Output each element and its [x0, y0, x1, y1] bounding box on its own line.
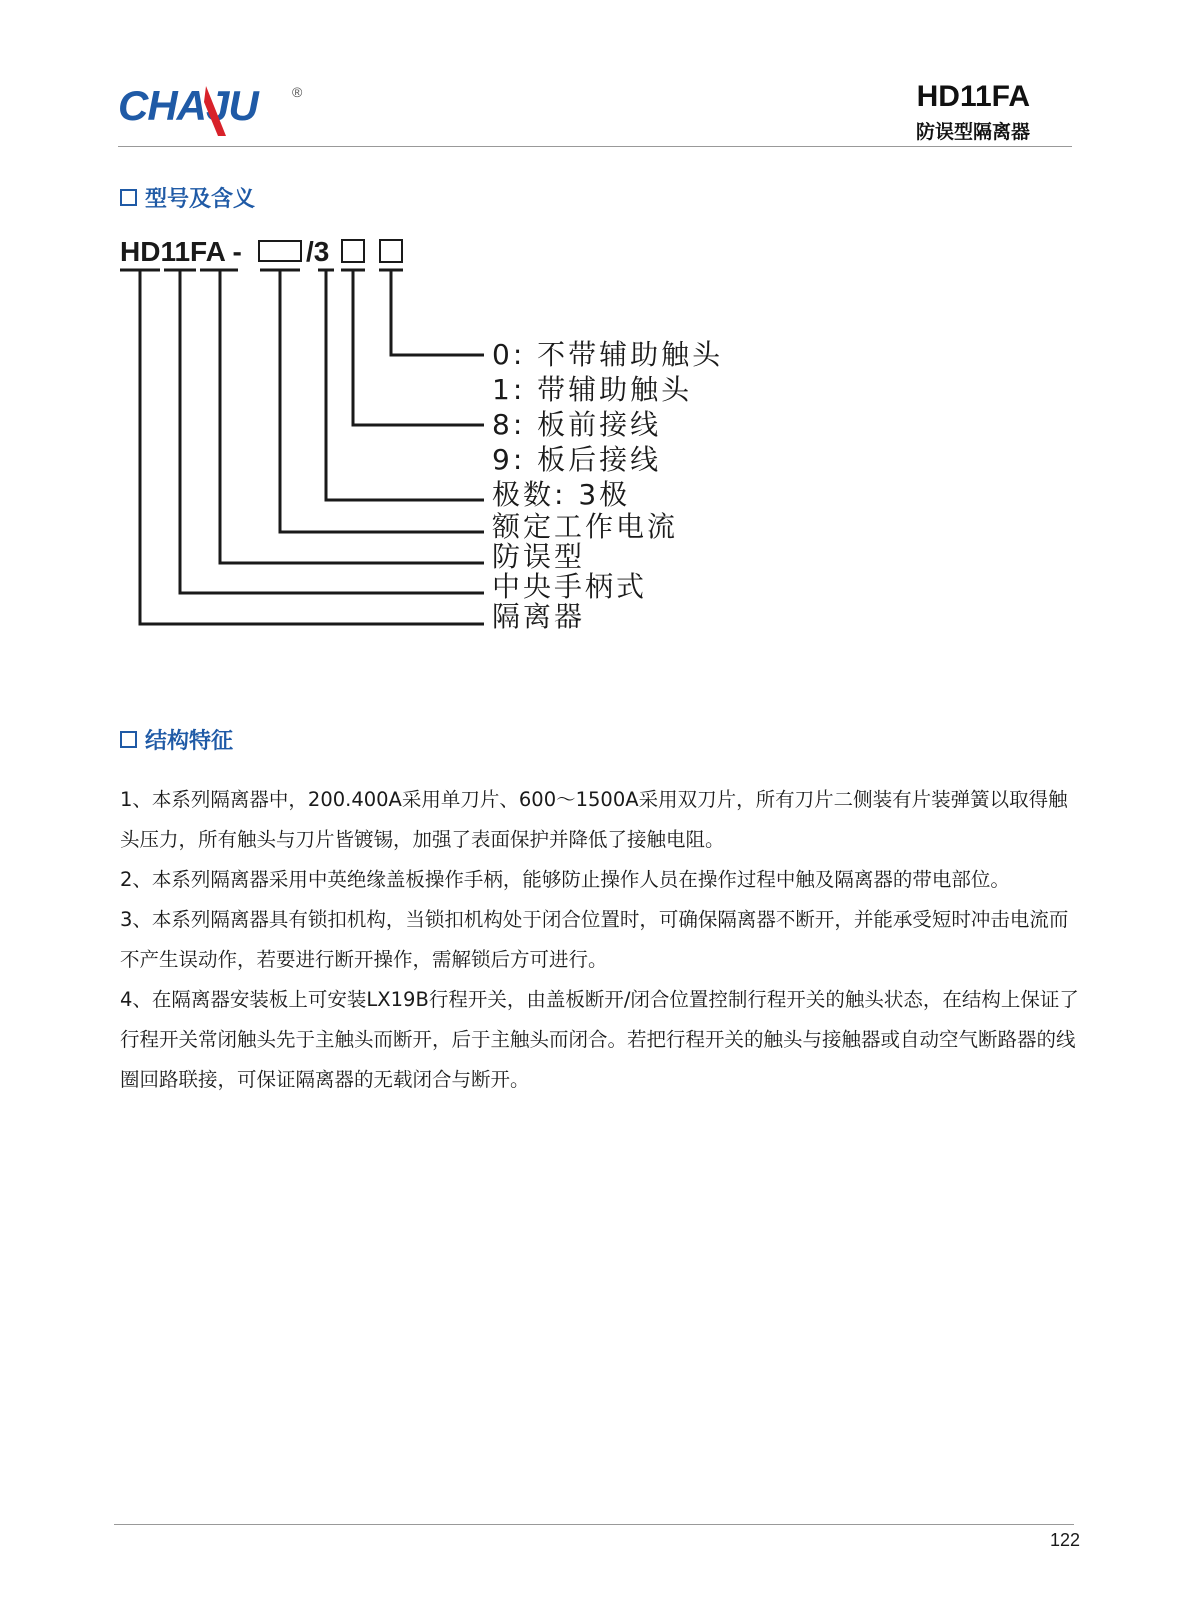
feature-paragraph: 1、本系列隔离器中，200.400A采用单刀片、600～1500A采用双刀片，所有刀片二侧装有片装弹簧以取得触头压力，所有触头与刀片皆镀锡，加强了表面保护并降低了接触电阻。 [120, 788, 1068, 851]
model-code-prefix: HD11FA - [120, 236, 242, 267]
footer-divider [114, 1524, 1074, 1525]
structure-features-text [120, 780, 1080, 1100]
leader-aux [391, 270, 484, 355]
page-number: 122 [1049, 1530, 1080, 1550]
feature-paragraph: 4、在隔离器安装板上可安装LX19B行程开关，由盖板断开/闭合位置控制行程开关的触头状态，在结构上保证了行程开关常闭触头先于主触头而断开，后于主触头而闭合。若把行程开关的触头与接触器或自动空气断路器的线圈回路联接，可保证隔离器的无载闭合与断开。 [120, 988, 1079, 1091]
feature-paragraph: 2、本系列隔离器采用中英绝缘盖板操作手柄，能够防止操作人员在操作过程中触及隔离器的带电部位。 [120, 868, 1010, 891]
legend-item: 防误型 [492, 540, 586, 573]
legend-item: 中央手柄式 [492, 570, 648, 603]
section-title: 型号及含义 [145, 187, 256, 212]
checkbox-square-icon [120, 731, 137, 748]
legend-item: 隔离器 [492, 600, 586, 633]
leader-11 [180, 270, 484, 593]
legend-item: 9: 板后接线 [492, 443, 662, 476]
leader-wiring [353, 270, 484, 425]
logo-wordmark: CHAJU [118, 82, 258, 129]
section-title: 结构特征 [145, 729, 234, 754]
legend-item: 1: 带辅助触头 [492, 373, 693, 406]
registered-mark: ® [292, 84, 303, 100]
legend-item: 额定工作电流 [492, 510, 679, 543]
model-code-poles: /3 [306, 236, 330, 267]
model-subtitle: 防误型隔离器 [915, 121, 1030, 143]
legend-item: 极数: 3极 [492, 478, 631, 511]
leader-hd [140, 270, 484, 624]
legend-item: 0: 不带辅助触头 [492, 338, 724, 371]
leader-poles [326, 270, 484, 500]
model-title: HD11FA [916, 80, 1030, 113]
feature-paragraph: 3、本系列隔离器具有锁扣机构，当锁扣机构处于闭合位置时，可确保隔离器不断开，并能承受短时冲击电流而不产生误动作，若要进行断开操作，需解锁后方可进行。 [120, 908, 1069, 971]
legend-item: 8: 板前接线 [492, 408, 662, 441]
section-heading-structure [120, 724, 233, 755]
leader-current [280, 270, 484, 532]
